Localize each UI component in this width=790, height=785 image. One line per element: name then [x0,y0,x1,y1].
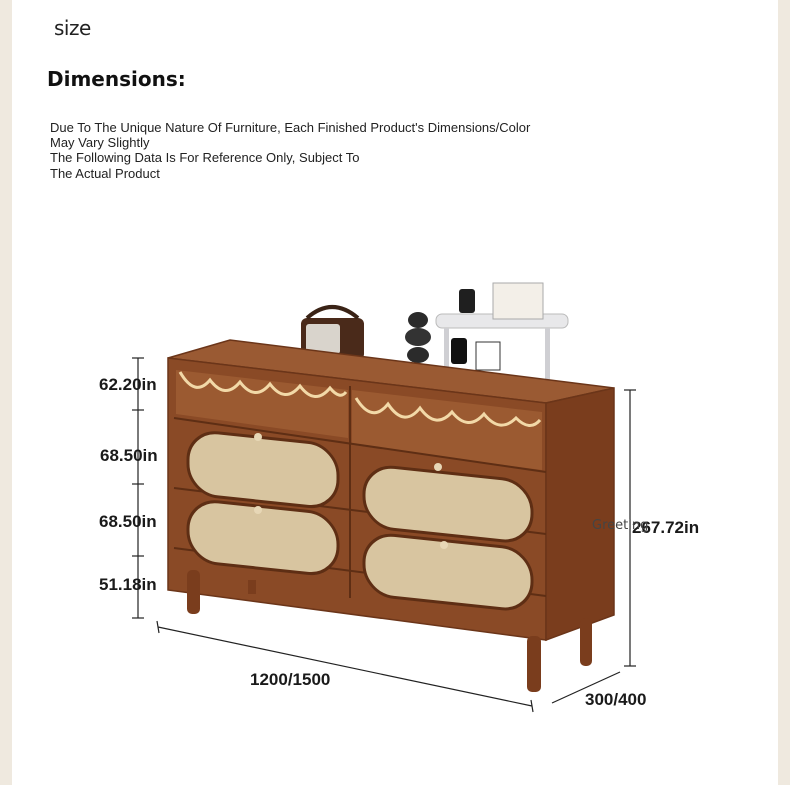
dim-top-drawer: 62.20in [99,375,157,394]
note-line: The Actual Product [50,166,160,181]
dim-width: 1200/1500 [250,670,331,689]
dim-third-drawer: 68.50in [99,512,157,531]
dim-second-drawer: 68.50in [100,446,158,465]
page-title: Dimensions: [47,67,186,91]
dim-leg-height: 51.18in [99,575,157,594]
watermark-text: Greeting [592,518,649,533]
note-line: The Following Data Is For Reference Only, Subject To [50,150,360,165]
vase-decor [405,312,431,363]
dim-depth: 300/400 [585,690,647,709]
acrylic-shelf-decor [436,283,568,380]
note-line: Due To The Unique Nature Of Furniture, Each Finished Product's Dimensions/Color [50,120,531,135]
note-line: May Vary Slightly [50,135,150,150]
dresser-body [168,340,614,640]
size-label: size [54,16,91,40]
dim-total-height: 267.72in [632,518,700,537]
